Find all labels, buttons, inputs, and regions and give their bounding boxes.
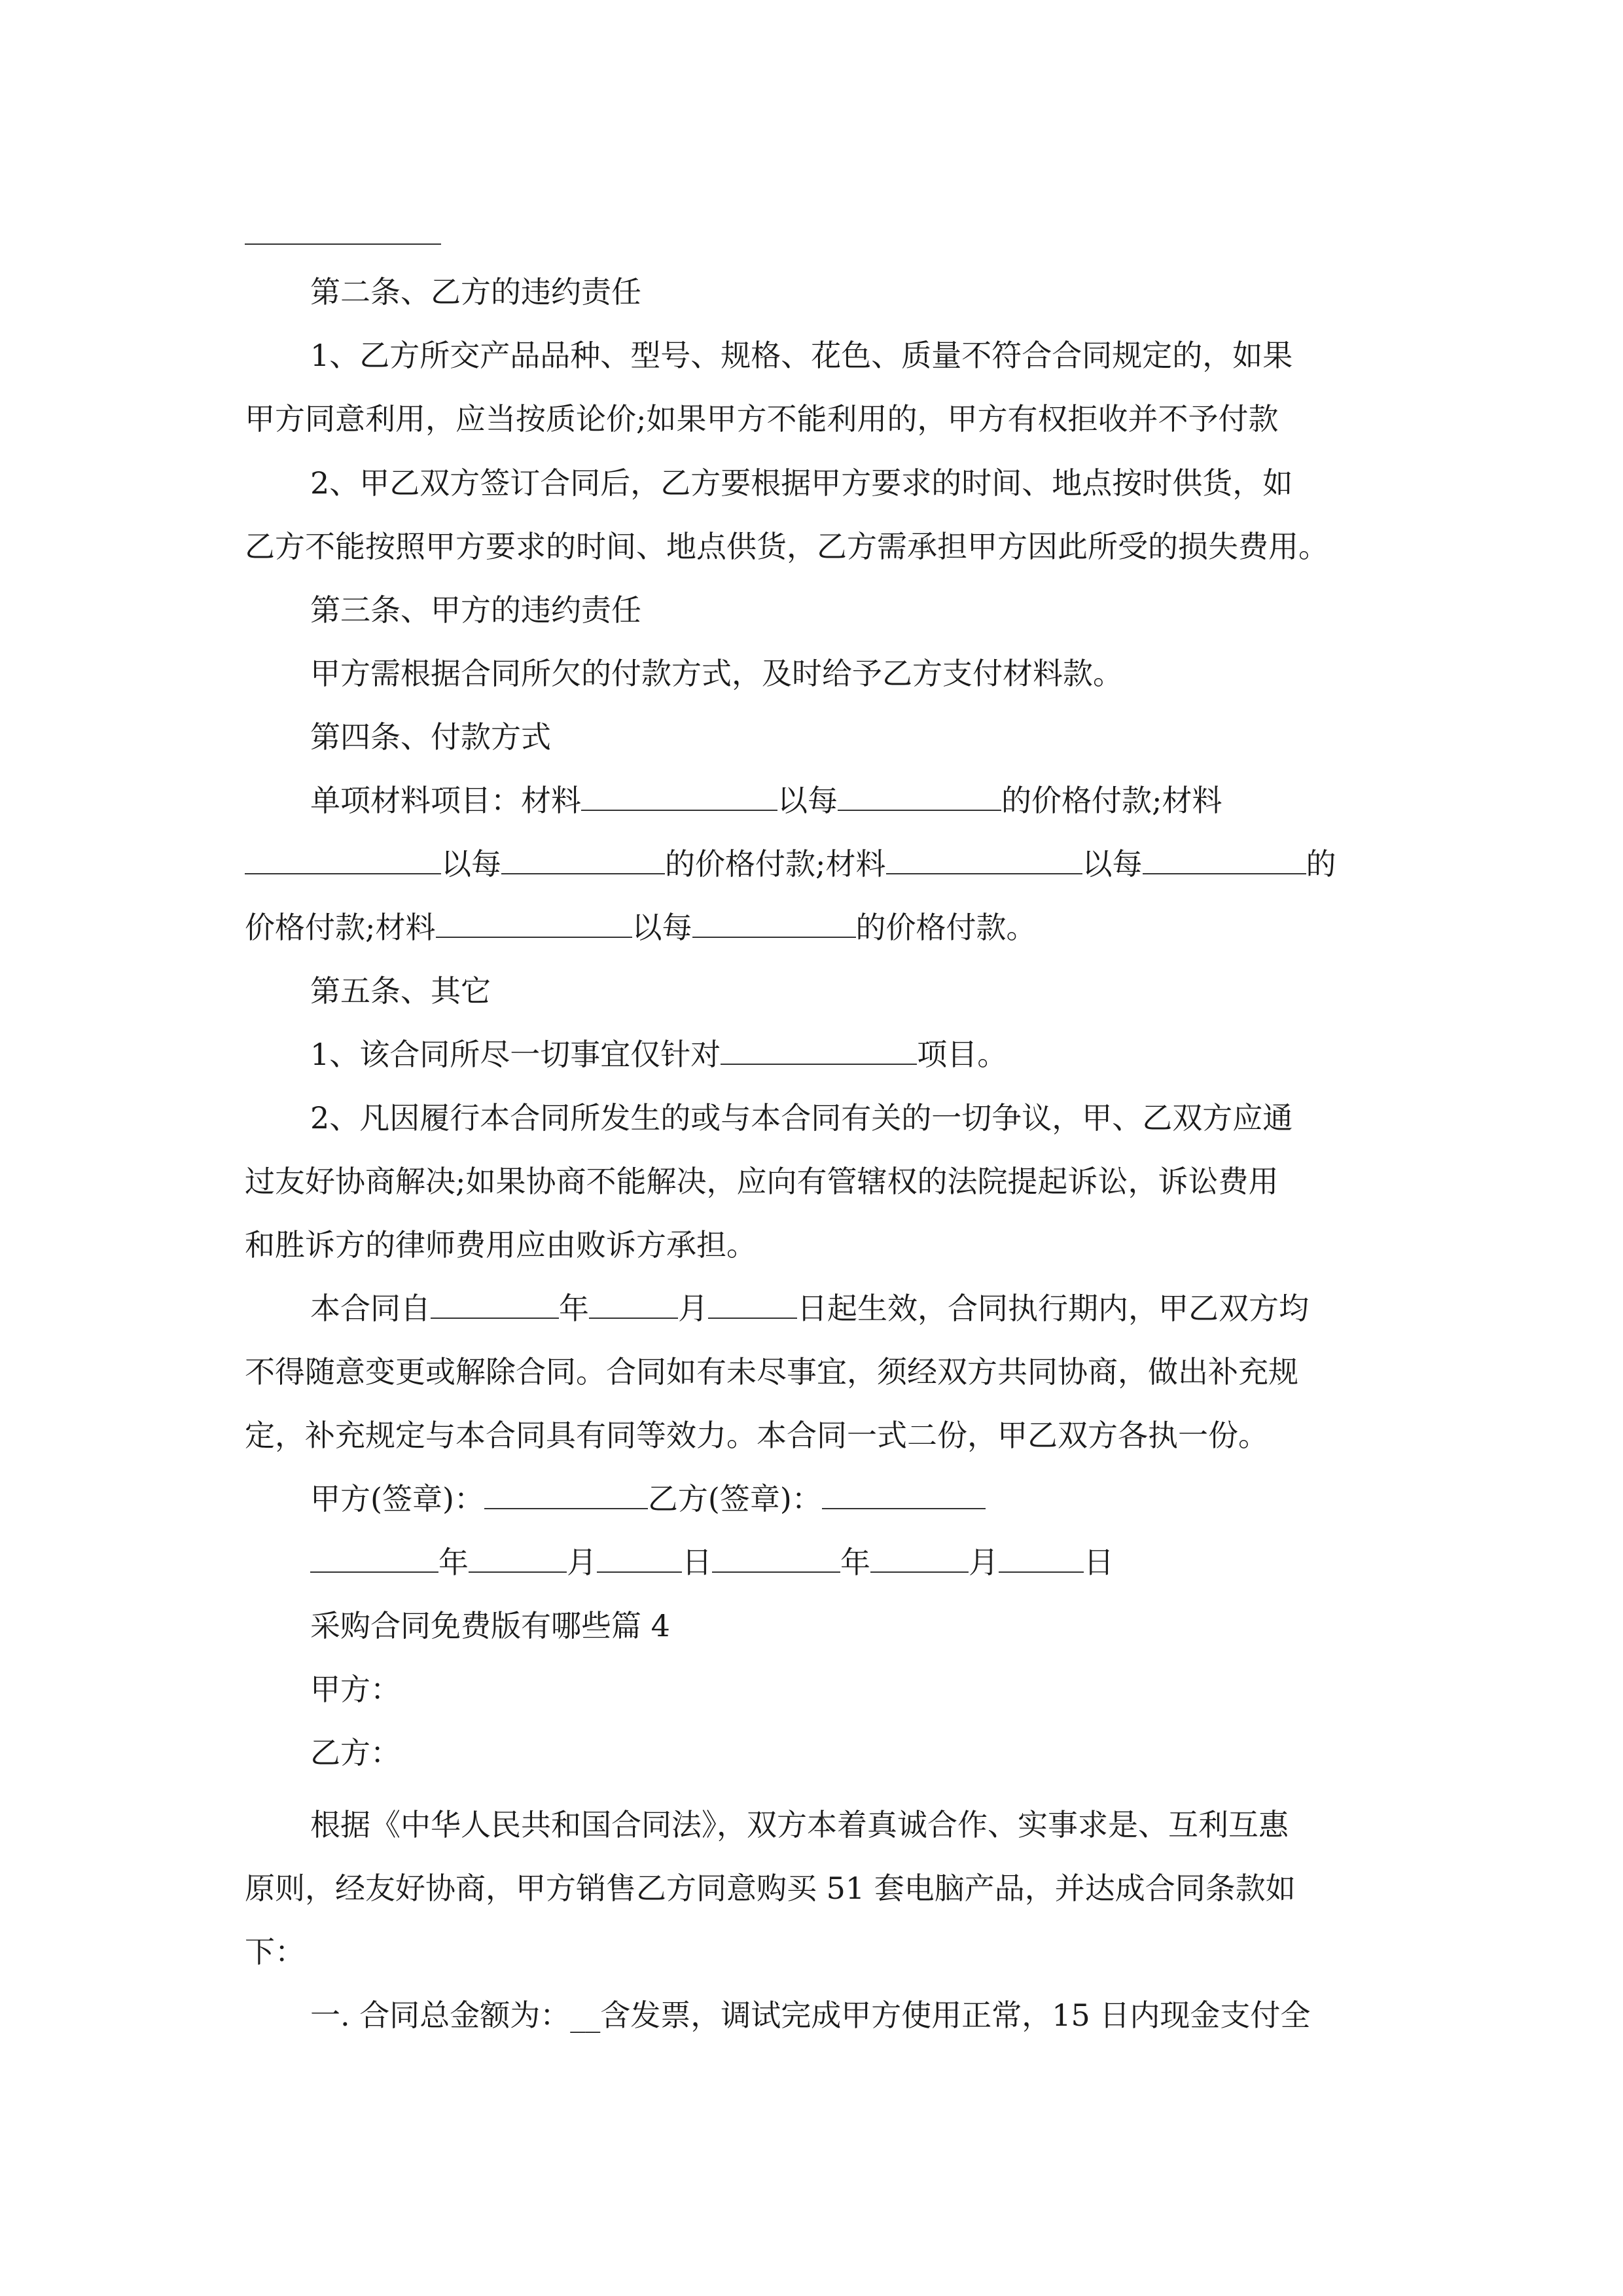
article-5-clause-2-line-1: 2、凡因履行本合同所发生的或与本合同有关的一切争议，甲、乙双方应通 [310, 1100, 1293, 1136]
effective-text: 日起生效，合同执行期内，甲乙双方均 [797, 1291, 1309, 1326]
party-a-signature-blank [484, 1479, 648, 1509]
payment-text: 单项材料项目：材料 [310, 783, 581, 818]
price-blank [692, 908, 856, 938]
day-blank [708, 1289, 797, 1319]
month-blank [589, 1289, 678, 1319]
article-3-body: 甲方需根据合同所欠的付款方式，及时给予乙方支付材料款。 [310, 656, 1123, 691]
year-label: 年 [438, 1545, 469, 1580]
payment-text: 的 [1306, 846, 1336, 882]
article-2-clause-2-line-1: 2、甲乙双方签订合同后，乙方要根据甲方要求的时间、地点按时供货，如 [310, 465, 1293, 501]
day-label: 日 [1084, 1545, 1114, 1580]
effective-date-line-1 [310, 1289, 1378, 1328]
article-5-clause-2-line-3: 和胜诉方的律师费用应由败诉方承担。 [245, 1227, 757, 1263]
payment-text: 以每 [777, 783, 838, 818]
article-5-heading: 第五条、其它 [310, 973, 491, 1009]
article-3-heading: 第三条、甲方的违约责任 [310, 592, 641, 628]
month-label: 月 [567, 1545, 597, 1580]
party-b-signature-label: 乙方(签章)： [647, 1481, 822, 1516]
material-blank [886, 844, 1082, 874]
payment-line-3 [245, 908, 1378, 947]
payment-text: 以每 [441, 846, 501, 882]
preamble-line-2: 原则，经友好协商，甲方销售乙方同意购买 51 套电脑产品，并达成合同条款如 [245, 1871, 1296, 1906]
material-blank [245, 844, 441, 874]
party-a-signature-label: 甲方(签章)： [310, 1481, 484, 1516]
clause-1-total-amount: 一. 合同总金额为：__含发票，调试完成甲方使用正常，15 日内现金支付全 [310, 1998, 1311, 2033]
preamble-line-3: 下： [245, 1934, 305, 1969]
party-b-label: 乙方： [310, 1735, 401, 1770]
price-blank [501, 844, 665, 874]
effective-date-line-2: 不得随意变更或解除合同。合同如有未尽事宜，须经双方共同协商，做出补充规 [245, 1354, 1298, 1390]
day-blank [597, 1543, 682, 1573]
price-blank [838, 781, 1001, 811]
year-label: 年 [840, 1545, 870, 1580]
effective-text: 年 [559, 1291, 589, 1326]
effective-text: 月 [678, 1291, 708, 1326]
month-label: 月 [969, 1545, 999, 1580]
effective-date-line-3: 定，补充规定与本合同具有同等效力。本合同一式二份，甲乙双方各执一份。 [245, 1418, 1268, 1453]
article-5-clause-2-line-2: 过友好协商解决;如果协商不能解决，应向有管辖权的法院提起诉讼，诉讼费用 [245, 1164, 1279, 1199]
party-a-label: 甲方： [310, 1672, 401, 1707]
clause-text: 1、该合同所尽一切事宜仅针对 [310, 1037, 721, 1072]
payment-text: 的价格付款;材料 [665, 846, 886, 882]
article-5-clause-1 [310, 1035, 1444, 1074]
payment-text: 价格付款;材料 [245, 910, 436, 945]
year-blank [431, 1289, 559, 1319]
payment-line-2 [245, 844, 1378, 884]
section-title-4: 采购合同免费版有哪些篇 4 [310, 1608, 670, 1643]
top-blank-line [245, 243, 441, 245]
material-blank [436, 908, 632, 938]
article-2-heading: 第二条、乙方的违约责任 [310, 274, 641, 310]
signature-date-line [310, 1543, 1444, 1582]
project-blank [721, 1035, 917, 1065]
payment-text: 以每 [1082, 846, 1143, 882]
article-2-clause-1-line-2: 甲方同意利用，应当按质论价;如果甲方不能利用的，甲方有权拒收并不予付款 [245, 401, 1279, 437]
payment-text: 以每 [632, 910, 692, 945]
payment-text: 的价格付款;材料 [1001, 783, 1222, 818]
month-blank [469, 1543, 567, 1573]
year-blank [310, 1543, 438, 1573]
article-2-clause-1-line-1: 1、乙方所交产品品种、型号、规格、花色、质量不符合合同规定的，如果 [310, 338, 1293, 373]
signature-line [310, 1479, 1444, 1518]
effective-text: 本合同自 [310, 1291, 431, 1326]
payment-line-1 [310, 781, 1378, 820]
price-blank [1143, 844, 1306, 874]
party-b-signature-blank [822, 1479, 986, 1509]
clause-text: 项目。 [917, 1037, 1008, 1072]
day-blank [999, 1543, 1084, 1573]
payment-text: 的价格付款。 [855, 910, 1037, 945]
month-blank [870, 1543, 969, 1573]
article-4-heading: 第四条、付款方式 [310, 719, 551, 755]
material-blank [581, 781, 777, 811]
article-2-clause-2-line-2: 乙方不能按照甲方要求的时间、地点供货，乙方需承担甲方因此所受的损失费用。 [245, 529, 1329, 564]
preamble-line-1: 根据《中华人民共和国合同法》，双方本着真诚合作、实事求是、互利互惠 [310, 1807, 1289, 1842]
day-label: 日 [682, 1545, 712, 1580]
year-blank [712, 1543, 840, 1573]
